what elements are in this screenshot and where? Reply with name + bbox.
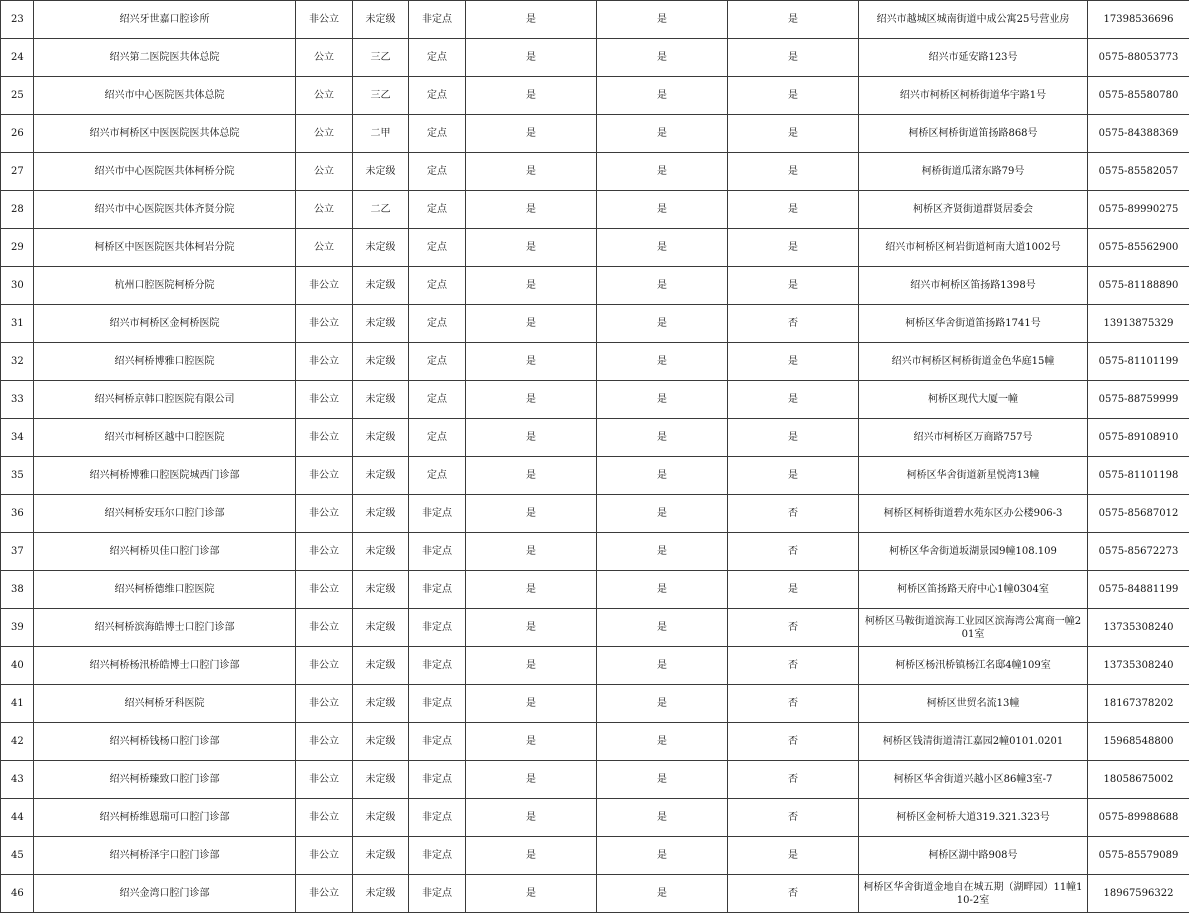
- phone-cell: 0575-85687012: [1088, 495, 1189, 533]
- hospital-grade-cell: 未定级: [353, 761, 409, 799]
- service-a-cell: 是: [466, 837, 597, 875]
- insurance-status-cell: 定点: [409, 419, 466, 457]
- service-b-cell: 是: [597, 837, 728, 875]
- service-c-cell: 否: [728, 305, 859, 343]
- insurance-status-cell: 定点: [409, 267, 466, 305]
- address-cell: 柯桥区华舍街道兴越小区86幢3室-7: [859, 761, 1088, 799]
- address-cell: 绍兴市越城区城南街道中成公寓25号营业房: [859, 1, 1088, 39]
- insurance-status-cell: 定点: [409, 381, 466, 419]
- service-b-cell: 是: [597, 647, 728, 685]
- table-row: [1, 571, 1189, 609]
- institution-name-cell: 绍兴柯桥博雅口腔医院: [34, 343, 296, 381]
- service-c-cell: 否: [728, 799, 859, 837]
- hospital-grade-cell: 未定级: [353, 875, 409, 913]
- table-row: [1, 799, 1189, 837]
- row-number-cell: 34: [1, 419, 34, 457]
- address-cell: 柯桥街道瓜渚东路79号: [859, 153, 1088, 191]
- phone-cell: 15968548800: [1088, 723, 1189, 761]
- hospital-grade-cell: 未定级: [353, 837, 409, 875]
- insurance-status-cell: 非定点: [409, 723, 466, 761]
- row-number-cell: 42: [1, 723, 34, 761]
- hospital-grade-cell: 未定级: [353, 457, 409, 495]
- row-number-cell: 41: [1, 685, 34, 723]
- row-number-cell: 27: [1, 153, 34, 191]
- service-b-cell: 是: [597, 533, 728, 571]
- service-a-cell: 是: [466, 191, 597, 229]
- service-c-cell: 是: [728, 1, 859, 39]
- hospital-grade-cell: 未定级: [353, 495, 409, 533]
- hospital-grade-cell: 未定级: [353, 609, 409, 647]
- address-cell: 柯桥区现代大厦一幢: [859, 381, 1088, 419]
- service-c-cell: 否: [728, 685, 859, 723]
- table-row: [1, 39, 1189, 77]
- institution-name-cell: 绍兴柯桥京韩口腔医院有限公司: [34, 381, 296, 419]
- institution-name-cell: 绍兴柯桥牙科医院: [34, 685, 296, 723]
- ownership-type-cell: 公立: [296, 153, 353, 191]
- phone-cell: 0575-89988688: [1088, 799, 1189, 837]
- service-a-cell: 是: [466, 875, 597, 913]
- row-number-cell: 36: [1, 495, 34, 533]
- ownership-type-cell: 非公立: [296, 533, 353, 571]
- address-cell: 绍兴市柯桥区柯桥街道华宇路1号: [859, 77, 1088, 115]
- service-a-cell: 是: [466, 39, 597, 77]
- phone-cell: 0575-85672273: [1088, 533, 1189, 571]
- service-c-cell: 是: [728, 419, 859, 457]
- table-row: [1, 305, 1189, 343]
- row-number-cell: 38: [1, 571, 34, 609]
- hospital-grade-cell: 未定级: [353, 419, 409, 457]
- phone-cell: 0575-85580780: [1088, 77, 1189, 115]
- address-cell: 柯桥区柯桥街道碧水苑东区办公楼906-3: [859, 495, 1088, 533]
- service-b-cell: 是: [597, 457, 728, 495]
- table-row: [1, 229, 1189, 267]
- service-a-cell: 是: [466, 267, 597, 305]
- service-c-cell: 是: [728, 39, 859, 77]
- service-b-cell: 是: [597, 191, 728, 229]
- ownership-type-cell: 非公立: [296, 761, 353, 799]
- phone-cell: 0575-88053773: [1088, 39, 1189, 77]
- phone-cell: 18058675002: [1088, 761, 1189, 799]
- row-number-cell: 30: [1, 267, 34, 305]
- insurance-status-cell: 定点: [409, 39, 466, 77]
- service-c-cell: 是: [728, 343, 859, 381]
- insurance-status-cell: 定点: [409, 153, 466, 191]
- ownership-type-cell: 非公立: [296, 305, 353, 343]
- hospital-grade-cell: 未定级: [353, 533, 409, 571]
- hospital-grade-cell: 未定级: [353, 723, 409, 761]
- service-a-cell: 是: [466, 419, 597, 457]
- phone-cell: 13913875329: [1088, 305, 1189, 343]
- institution-name-cell: 绍兴第二医院医共体总院: [34, 39, 296, 77]
- phone-cell: 0575-81101199: [1088, 343, 1189, 381]
- service-c-cell: 是: [728, 191, 859, 229]
- table-row: [1, 533, 1189, 571]
- hospital-grade-cell: 未定级: [353, 229, 409, 267]
- service-b-cell: 是: [597, 381, 728, 419]
- institution-name-cell: 绍兴柯桥臻致口腔门诊部: [34, 761, 296, 799]
- table-row: [1, 343, 1189, 381]
- institution-name-cell: 绍兴柯桥滨海皓博士口腔门诊部: [34, 609, 296, 647]
- service-c-cell: 否: [728, 495, 859, 533]
- service-b-cell: 是: [597, 229, 728, 267]
- row-number-cell: 26: [1, 115, 34, 153]
- service-c-cell: 是: [728, 571, 859, 609]
- insurance-status-cell: 非定点: [409, 761, 466, 799]
- ownership-type-cell: 非公立: [296, 837, 353, 875]
- phone-cell: 0575-81101198: [1088, 457, 1189, 495]
- table-row: [1, 723, 1189, 761]
- row-number-cell: 33: [1, 381, 34, 419]
- address-cell: 绍兴市柯桥区柯桥街道金色华庭15幢: [859, 343, 1088, 381]
- institution-name-cell: 杭州口腔医院柯桥分院: [34, 267, 296, 305]
- ownership-type-cell: 公立: [296, 191, 353, 229]
- hospital-grade-cell: 未定级: [353, 267, 409, 305]
- phone-cell: 0575-89990275: [1088, 191, 1189, 229]
- row-number-cell: 35: [1, 457, 34, 495]
- service-c-cell: 是: [728, 267, 859, 305]
- table-row: [1, 457, 1189, 495]
- service-a-cell: 是: [466, 495, 597, 533]
- service-a-cell: 是: [466, 343, 597, 381]
- address-cell: 柯桥区湖中路908号: [859, 837, 1088, 875]
- row-number-cell: 32: [1, 343, 34, 381]
- ownership-type-cell: 非公立: [296, 1, 353, 39]
- institution-name-cell: 绍兴金湾口腔门诊部: [34, 875, 296, 913]
- row-number-cell: 29: [1, 229, 34, 267]
- phone-cell: 13735308240: [1088, 609, 1189, 647]
- service-c-cell: 是: [728, 457, 859, 495]
- service-b-cell: 是: [597, 761, 728, 799]
- service-a-cell: 是: [466, 1, 597, 39]
- phone-cell: 17398536696: [1088, 1, 1189, 39]
- address-cell: 柯桥区金柯桥大道319.321.323号: [859, 799, 1088, 837]
- service-c-cell: 否: [728, 761, 859, 799]
- ownership-type-cell: 非公立: [296, 381, 353, 419]
- service-b-cell: 是: [597, 723, 728, 761]
- service-a-cell: 是: [466, 77, 597, 115]
- service-a-cell: 是: [466, 381, 597, 419]
- address-cell: 柯桥区杨汛桥镇杨江名邸4幢109室: [859, 647, 1088, 685]
- service-a-cell: 是: [466, 153, 597, 191]
- row-number-cell: 40: [1, 647, 34, 685]
- institution-name-cell: 绍兴市中心医院医共体柯桥分院: [34, 153, 296, 191]
- table-row: [1, 191, 1189, 229]
- service-b-cell: 是: [597, 571, 728, 609]
- insurance-status-cell: 定点: [409, 305, 466, 343]
- table-row: [1, 77, 1189, 115]
- service-c-cell: 是: [728, 229, 859, 267]
- phone-cell: 0575-88759999: [1088, 381, 1189, 419]
- hospital-grade-cell: 二乙: [353, 191, 409, 229]
- table-body: [1, 1, 1189, 913]
- hospital-grade-cell: 未定级: [353, 571, 409, 609]
- service-a-cell: 是: [466, 647, 597, 685]
- service-b-cell: 是: [597, 685, 728, 723]
- institution-name-cell: 绍兴市柯桥区金柯桥医院: [34, 305, 296, 343]
- institution-name-cell: 绍兴柯桥钱杨口腔门诊部: [34, 723, 296, 761]
- service-c-cell: 是: [728, 153, 859, 191]
- service-b-cell: 是: [597, 1, 728, 39]
- service-c-cell: 否: [728, 723, 859, 761]
- ownership-type-cell: 非公立: [296, 267, 353, 305]
- row-number-cell: 44: [1, 799, 34, 837]
- phone-cell: 0575-85582057: [1088, 153, 1189, 191]
- hospital-grade-cell: 二甲: [353, 115, 409, 153]
- service-c-cell: 否: [728, 647, 859, 685]
- service-a-cell: 是: [466, 305, 597, 343]
- ownership-type-cell: 非公立: [296, 571, 353, 609]
- phone-cell: 18967596322: [1088, 875, 1189, 913]
- table-row: [1, 153, 1189, 191]
- address-cell: 柯桥区华舍街道金地自在城五期（湖畔园）11幢110-2室: [859, 875, 1088, 913]
- service-b-cell: 是: [597, 39, 728, 77]
- service-c-cell: 否: [728, 875, 859, 913]
- row-number-cell: 28: [1, 191, 34, 229]
- phone-cell: 0575-81188890: [1088, 267, 1189, 305]
- insurance-status-cell: 非定点: [409, 609, 466, 647]
- insurance-status-cell: 非定点: [409, 533, 466, 571]
- address-cell: 柯桥区华舍街道笛扬路1741号: [859, 305, 1088, 343]
- address-cell: 柯桥区笛扬路天府中心1幢0304室: [859, 571, 1088, 609]
- service-b-cell: 是: [597, 419, 728, 457]
- service-c-cell: 是: [728, 115, 859, 153]
- row-number-cell: 45: [1, 837, 34, 875]
- insurance-status-cell: 非定点: [409, 685, 466, 723]
- ownership-type-cell: 非公立: [296, 457, 353, 495]
- service-c-cell: 否: [728, 533, 859, 571]
- address-cell: 柯桥区华舍街道新星悦湾13幢: [859, 457, 1088, 495]
- service-a-cell: 是: [466, 761, 597, 799]
- institution-name-cell: 绍兴柯桥贝佳口腔门诊部: [34, 533, 296, 571]
- table-row: [1, 761, 1189, 799]
- phone-cell: 18167378202: [1088, 685, 1189, 723]
- ownership-type-cell: 非公立: [296, 875, 353, 913]
- address-cell: 柯桥区柯桥街道笛扬路868号: [859, 115, 1088, 153]
- institution-name-cell: 绍兴市中心医院医共体总院: [34, 77, 296, 115]
- row-number-cell: 39: [1, 609, 34, 647]
- insurance-status-cell: 定点: [409, 229, 466, 267]
- insurance-status-cell: 非定点: [409, 837, 466, 875]
- row-number-cell: 37: [1, 533, 34, 571]
- ownership-type-cell: 非公立: [296, 343, 353, 381]
- phone-cell: 0575-89108910: [1088, 419, 1189, 457]
- hospital-grade-cell: 未定级: [353, 647, 409, 685]
- row-number-cell: 43: [1, 761, 34, 799]
- ownership-type-cell: 公立: [296, 229, 353, 267]
- service-b-cell: 是: [597, 343, 728, 381]
- row-number-cell: 23: [1, 1, 34, 39]
- institution-name-cell: 绍兴柯桥德维口腔医院: [34, 571, 296, 609]
- hospital-grade-cell: 未定级: [353, 381, 409, 419]
- insurance-status-cell: 非定点: [409, 571, 466, 609]
- hospital-grade-cell: 三乙: [353, 77, 409, 115]
- service-b-cell: 是: [597, 115, 728, 153]
- ownership-type-cell: 非公立: [296, 685, 353, 723]
- table-row: [1, 419, 1189, 457]
- institution-name-cell: 绍兴市柯桥区越中口腔医院: [34, 419, 296, 457]
- insurance-status-cell: 定点: [409, 77, 466, 115]
- service-b-cell: 是: [597, 875, 728, 913]
- service-b-cell: 是: [597, 77, 728, 115]
- address-cell: 柯桥区世贸名流13幢: [859, 685, 1088, 723]
- insurance-status-cell: 非定点: [409, 799, 466, 837]
- institution-name-cell: 绍兴市柯桥区中医医院医共体总院: [34, 115, 296, 153]
- hospital-grade-cell: 未定级: [353, 305, 409, 343]
- phone-cell: 0575-84388369: [1088, 115, 1189, 153]
- row-number-cell: 24: [1, 39, 34, 77]
- table-row: [1, 609, 1189, 647]
- ownership-type-cell: 非公立: [296, 495, 353, 533]
- address-cell: 绍兴市柯桥区万商路757号: [859, 419, 1088, 457]
- phone-cell: 0575-84881199: [1088, 571, 1189, 609]
- ownership-type-cell: 非公立: [296, 419, 353, 457]
- phone-cell: 13735308240: [1088, 647, 1189, 685]
- hospital-grade-cell: 未定级: [353, 685, 409, 723]
- institution-name-cell: 绍兴柯桥博雅口腔医院城西门诊部: [34, 457, 296, 495]
- table-row: [1, 1, 1189, 39]
- phone-cell: 0575-85562900: [1088, 229, 1189, 267]
- insurance-status-cell: 非定点: [409, 875, 466, 913]
- service-b-cell: 是: [597, 267, 728, 305]
- address-cell: 柯桥区钱清街道清江嘉园2幢0101.0201: [859, 723, 1088, 761]
- service-a-cell: 是: [466, 609, 597, 647]
- institution-name-cell: 绍兴柯桥泽宇口腔门诊部: [34, 837, 296, 875]
- ownership-type-cell: 非公立: [296, 799, 353, 837]
- service-b-cell: 是: [597, 153, 728, 191]
- hospital-grade-cell: 未定级: [353, 153, 409, 191]
- service-c-cell: 否: [728, 609, 859, 647]
- hospital-grade-cell: 未定级: [353, 343, 409, 381]
- institution-name-cell: 柯桥区中医医院医共体柯岩分院: [34, 229, 296, 267]
- table-row: [1, 837, 1189, 875]
- hospital-grade-cell: 未定级: [353, 1, 409, 39]
- ownership-type-cell: 非公立: [296, 723, 353, 761]
- service-b-cell: 是: [597, 305, 728, 343]
- service-b-cell: 是: [597, 609, 728, 647]
- ownership-type-cell: 公立: [296, 115, 353, 153]
- service-a-cell: 是: [466, 571, 597, 609]
- row-number-cell: 31: [1, 305, 34, 343]
- service-a-cell: 是: [466, 115, 597, 153]
- service-a-cell: 是: [466, 457, 597, 495]
- address-cell: 柯桥区齐贤街道群贤居委会: [859, 191, 1088, 229]
- hospital-grade-cell: 三乙: [353, 39, 409, 77]
- service-a-cell: 是: [466, 723, 597, 761]
- insurance-status-cell: 非定点: [409, 1, 466, 39]
- service-a-cell: 是: [466, 799, 597, 837]
- ownership-type-cell: 公立: [296, 77, 353, 115]
- service-c-cell: 是: [728, 381, 859, 419]
- row-number-cell: 46: [1, 875, 34, 913]
- service-c-cell: 是: [728, 837, 859, 875]
- table-row: [1, 381, 1189, 419]
- institution-name-cell: 绍兴柯桥维恩瑞可口腔门诊部: [34, 799, 296, 837]
- table-row: [1, 647, 1189, 685]
- insurance-status-cell: 定点: [409, 191, 466, 229]
- institution-name-cell: 绍兴牙世嘉口腔诊所: [34, 1, 296, 39]
- ownership-type-cell: 非公立: [296, 647, 353, 685]
- institution-name-cell: 绍兴市中心医院医共体齐贤分院: [34, 191, 296, 229]
- hospital-grade-cell: 未定级: [353, 799, 409, 837]
- insurance-status-cell: 定点: [409, 115, 466, 153]
- address-cell: 柯桥区华舍街道坂湖景园9幢108.109: [859, 533, 1088, 571]
- table-row: [1, 115, 1189, 153]
- insurance-status-cell: 非定点: [409, 495, 466, 533]
- insurance-status-cell: 定点: [409, 457, 466, 495]
- table-row: [1, 685, 1189, 723]
- service-a-cell: 是: [466, 229, 597, 267]
- address-cell: 绍兴市延安路123号: [859, 39, 1088, 77]
- row-number-cell: 25: [1, 77, 34, 115]
- insurance-status-cell: 定点: [409, 343, 466, 381]
- service-a-cell: 是: [466, 533, 597, 571]
- service-c-cell: 是: [728, 77, 859, 115]
- service-b-cell: 是: [597, 495, 728, 533]
- address-cell: 柯桥区马鞍街道滨海工业园区滨海湾公寓商一幢201室: [859, 609, 1088, 647]
- service-a-cell: 是: [466, 685, 597, 723]
- table-row: [1, 495, 1189, 533]
- table-row: [1, 267, 1189, 305]
- service-b-cell: 是: [597, 799, 728, 837]
- address-cell: 绍兴市柯桥区柯岩街道柯南大道1002号: [859, 229, 1088, 267]
- institution-name-cell: 绍兴柯桥杨汛桥皓博士口腔门诊部: [34, 647, 296, 685]
- insurance-status-cell: 非定点: [409, 647, 466, 685]
- phone-cell: 0575-85579089: [1088, 837, 1189, 875]
- ownership-type-cell: 公立: [296, 39, 353, 77]
- institution-name-cell: 绍兴柯桥安珏尔口腔门诊部: [34, 495, 296, 533]
- address-cell: 绍兴市柯桥区笛扬路1398号: [859, 267, 1088, 305]
- ownership-type-cell: 非公立: [296, 609, 353, 647]
